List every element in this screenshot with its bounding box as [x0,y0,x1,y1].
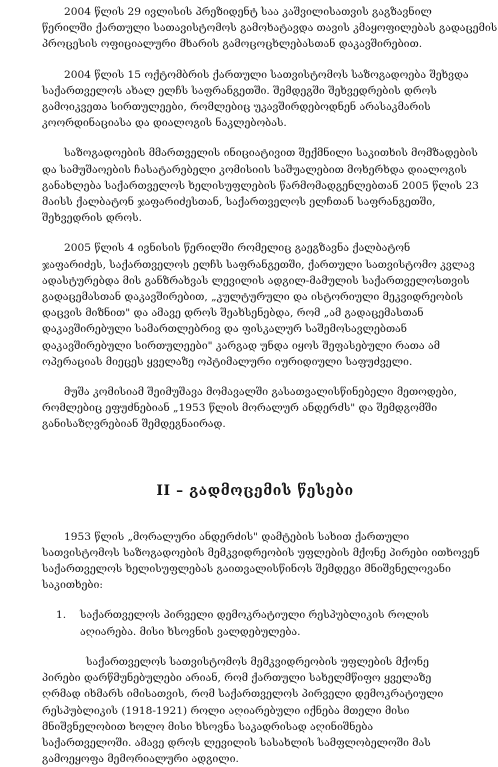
text-line: ოპერაციას მიეცეს ყველაზე ოპტიმალური იურიდიული საფუძველი. [42,355,413,368]
paragraph-1 [42,4,498,53]
text-line: განისაზღვრებიან შემდეგნაირად. [42,418,226,431]
text-line: ადასტურებდა მის განზრახვას ლევილის ადგილ-მამულის საქართველოსთვის [42,274,470,287]
text-line: საქართველოს პირველი დემოკრატიული რესპუბლიკის როლის [80,609,429,622]
paragraph-gap [42,53,498,67]
text-line: პროცესის ოფიციალური მხარის გამოცოცხლებასთან დაკავშირებით. [42,38,423,51]
text-line: დაცვის მიზნით" და ამავე დროს შეახსენებდა, რომ „ამ გადაცემასთან [42,307,424,320]
paragraph-gap [42,226,498,240]
final-paragraph [42,654,498,767]
text-line: პირები დარწმუნებულები არიან, რომ ქართული სახელმწიფო ყველაზე [42,672,432,685]
section-heading: II – გადმოცემის წესები [156,482,354,499]
text-line: მნიშვნელობით ხოლო მისი ხსოვნა საკადრისად აღინიშნება [42,720,374,733]
text-line: საზოგადოების მმართველის ინიციატივით შექმნილი საკითხის მომზადების [64,147,478,160]
paragraph-gap [42,370,498,384]
paragraph-gap [42,640,498,654]
text-line: 2004 წლის 29 ივლისის პრეზიდენტ საა კაშვილისათვის გაგზავნილ [64,6,432,18]
paragraph-after-heading [42,529,498,594]
paragraph-gap [42,131,498,145]
text-line: გამოიკვეთა სირთულეები, რომლებიც უკავშირდებოდნენ არასაკმარის [42,101,431,114]
text-line: 2005 წლის 4 ივნისის წერილში რომელიც გაეგზავნა ქალბატონ [64,242,411,255]
paragraph-4 [42,240,498,370]
text-line: საქართველოში. ამავე დროს ლევილის სასახლის სამფლობელოში მას [42,736,431,749]
text-line: საქართველოს სათვისტომოს მემკვიდრეობის უფლების მქონე [86,655,429,668]
text-line: წერილში ქართული სათავისტომოს გამოხატავდა თავის კმაყოფილებას გადაცემის [42,22,498,35]
text-line: რომლებიც ეფუძნებიან „1953 წლის მორალურ ანდერძს" და შემდგომში [42,402,438,415]
text-line: საქართველოს ახალ ელჩს საფრანგეთში. შემდეგში შეხვედრების დროს [42,84,437,97]
text-line: დაკავშირებული სამართლებრივ და ფისკალურ საშემოსავლებთან [42,323,407,336]
text-line: გადაცემასთან დაკავშირებით, „კულტურული და ისტორიული მეკვიდრეობის [42,291,464,304]
text-line: განახლება საქართველოს ხელისუფლების წარმომადგენლებთან 2005 წლის 23 [42,179,479,192]
text-line: საკითხები: [42,579,103,592]
paragraph-2 [42,67,498,132]
text-line: შეხვედრის დროს. [42,212,142,225]
paragraph-5 [42,384,498,433]
text-line: საქართველოს ხელისუფლებას გაითვალისწინოს შემდეგი მნიშვნელოვანი [42,563,451,576]
text-line: აღიარება. მისი ხსოვნის ვალდებულება. [80,625,301,638]
text-line: სათვისტომოს საზოგადოების მემკვიდრეობის უფლების მქონე პირები ითხოვენ [42,546,480,559]
text-line: დაკავშირებული სირთულეები" კარგად უნდა იყოს შეფასებული რათა ამ [42,339,440,352]
text-line: კოორდინაციასა და დიალოგის ნაკლებობას. [42,117,287,130]
text-line: მუშა კომისიამ შეიმუშავა მომავალში გასათვალისწინებელი მეთოდები, [64,386,457,399]
paragraph-gap [42,593,498,607]
paragraph-3 [42,145,498,226]
text-line: 2004 წლის 15 ოქტომბრის ქართული სათვისტომოს საზოგადოება შეხვდა [64,68,469,81]
text-line: 1953 წლის „მორალური ანდერძის" დამტების სახით ქართული [64,530,410,543]
text-line: რესპუბლიკის (1918-1921) როლი აღიარებული იქნება მთელი მისი [42,704,410,717]
text-line: მაისს ქალბატონ ჯაფარიძესთან, საქართველოს ელჩთან საფრანგეთში, [42,196,436,209]
text-line: ღრმად იხმარს იმისათვის, რომ საქართველოს პირველი დემოკრატიული [42,688,444,701]
text-line: და სამუშაოების ჩასატარებელი კომისიის საშუალებით მოხერხდა დიალოგის [42,163,467,176]
list-number: 1. [56,609,67,622]
list-item [56,607,498,639]
text-line: გამოეყოფა მემორიალური ადგილი. [42,753,239,766]
text-line: ჯაფარიძეს, საქართველოს ელჩს საფრანგეთში, ქართული სათვისტომო კვლავ [42,258,475,271]
